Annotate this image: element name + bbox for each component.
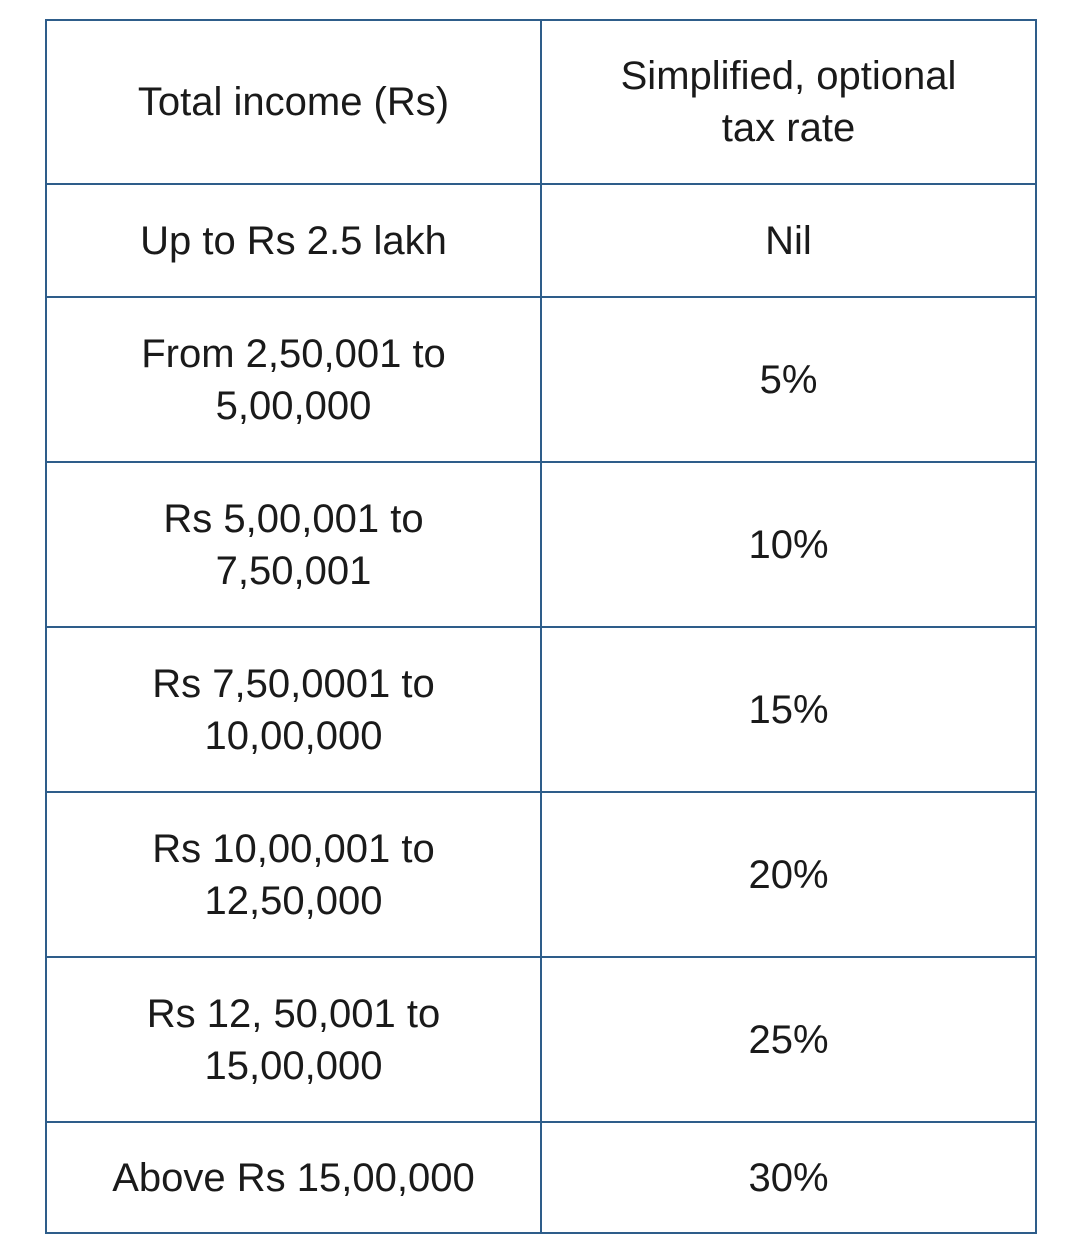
income-text-line2: 12,50,000 — [204, 878, 383, 923]
income-text: Up to Rs 2.5 lakh — [140, 218, 447, 263]
income-text: Above Rs 15,00,000 — [112, 1155, 475, 1200]
income-text-line1: Rs 10,00,001 to — [152, 826, 435, 871]
header-tax-rate-line1: Simplified, optional — [620, 54, 957, 98]
table-row — [46, 792, 1036, 957]
rate-cell — [541, 184, 1036, 297]
rate-text: 20% — [748, 852, 829, 897]
income-text-line2: 15,00,000 — [204, 1043, 383, 1088]
header-total-income — [46, 20, 541, 184]
header-tax-rate-line2: tax rate — [721, 106, 856, 150]
income-text-line1: Rs 12, 50,001 to — [146, 991, 441, 1036]
header-tax-rate — [541, 20, 1036, 184]
rate-cell — [541, 1122, 1036, 1233]
income-cell — [46, 462, 541, 627]
income-text-line2: 10,00,000 — [204, 713, 383, 758]
table-header-row — [46, 20, 1036, 184]
income-text-line1: Rs 7,50,0001 to — [152, 661, 435, 706]
rate-text: Nil — [765, 218, 812, 263]
rate-text: 15% — [748, 687, 829, 732]
rate-cell — [541, 297, 1036, 462]
tax-rate-table — [45, 19, 1037, 1234]
table-row — [46, 627, 1036, 792]
rate-text: 10% — [748, 522, 829, 567]
income-text-line2: 5,00,000 — [215, 383, 372, 428]
rate-cell — [541, 627, 1036, 792]
income-cell — [46, 1122, 541, 1233]
rate-cell — [541, 792, 1036, 957]
table-row — [46, 462, 1036, 627]
income-cell — [46, 297, 541, 462]
header-total-income-label: Total income (Rs) — [137, 80, 450, 124]
income-cell — [46, 184, 541, 297]
income-cell — [46, 792, 541, 957]
rate-cell — [541, 957, 1036, 1122]
rate-text: 25% — [748, 1017, 829, 1062]
income-cell — [46, 627, 541, 792]
income-text-line2: 7,50,001 — [215, 548, 372, 593]
table-row — [46, 297, 1036, 462]
rate-text: 30% — [748, 1155, 829, 1200]
table-row — [46, 184, 1036, 297]
rate-cell — [541, 462, 1036, 627]
income-text-line1: Rs 5,00,001 to — [163, 496, 424, 541]
table-row — [46, 1122, 1036, 1233]
income-cell — [46, 957, 541, 1122]
table-row — [46, 957, 1036, 1122]
income-text-line1: From 2,50,001 to — [141, 331, 446, 376]
rate-text: 5% — [759, 357, 818, 402]
